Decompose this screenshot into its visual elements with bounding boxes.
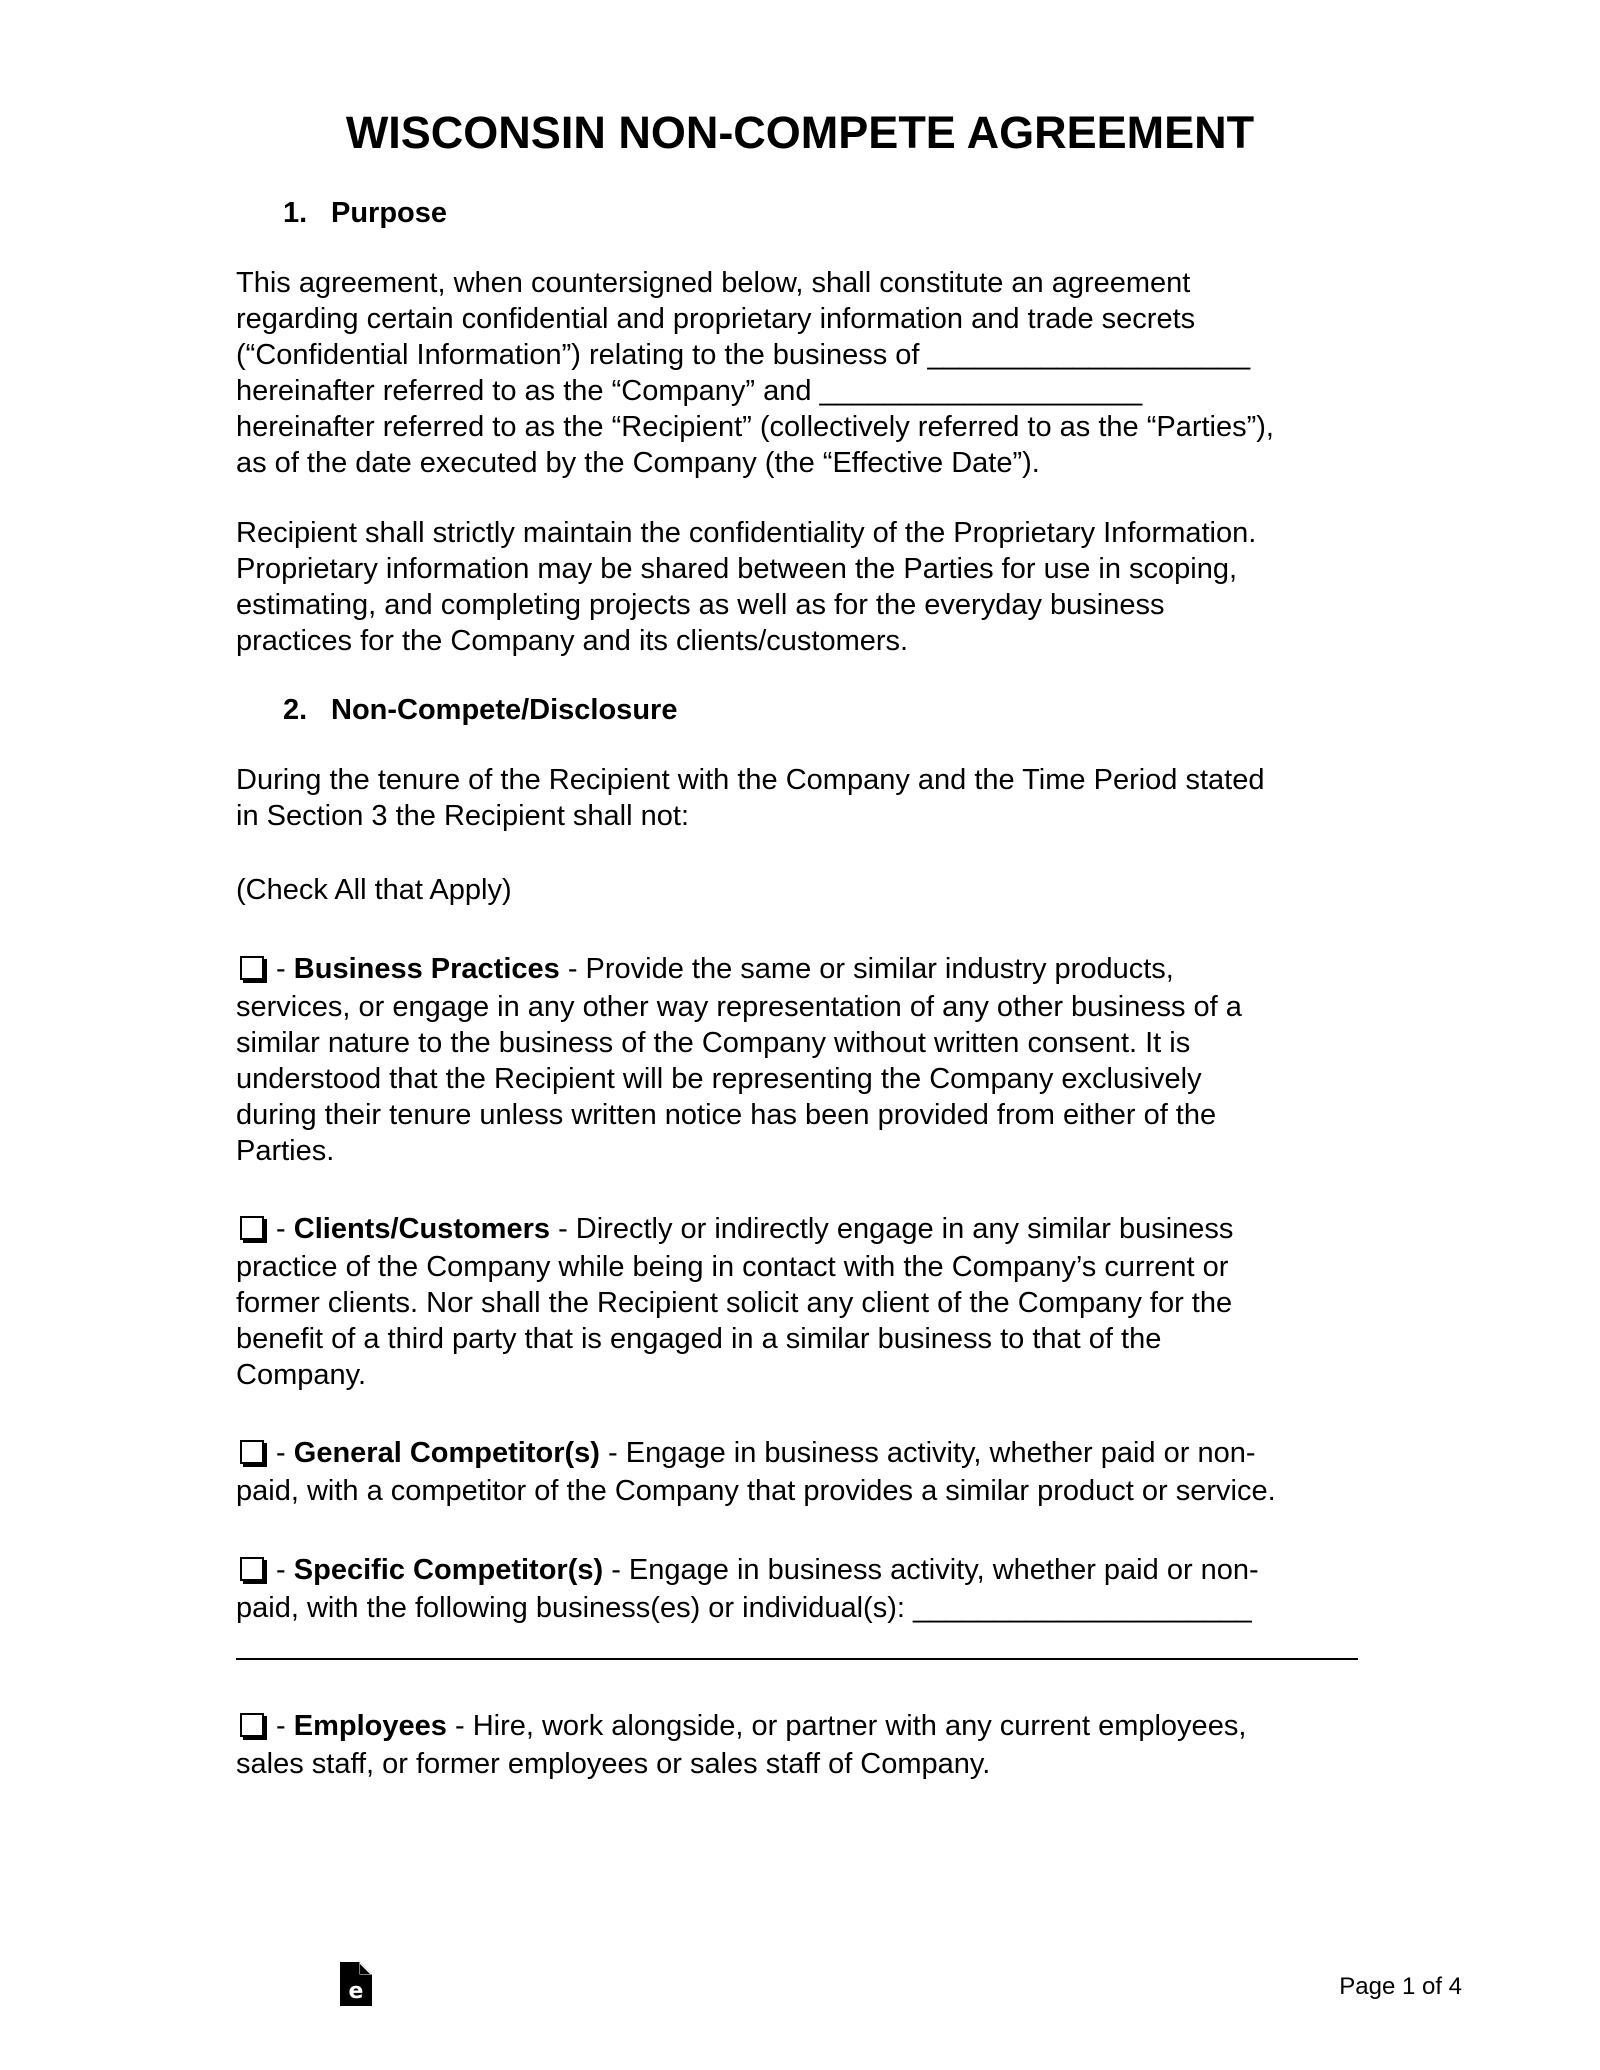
option-specific-competitors xyxy=(236,1550,1396,1626)
check-all-note xyxy=(236,872,1396,908)
recipient-blank-line[interactable]: hereinafter referred to as the “Company” and ____________________ xyxy=(236,375,1143,407)
option-text: - Hire, work alongside, or partner with any current employees, xyxy=(446,1710,1247,1742)
text-line: estimating, and completing projects as well as for the everyday business xyxy=(236,589,1165,621)
option-text: - Directly or indirectly engage in any similar business xyxy=(550,1213,1234,1245)
text-line: Proprietary information may be shared between the Parties for use in scoping, xyxy=(236,553,1238,585)
checkbox-icon[interactable] xyxy=(240,1440,264,1464)
option-text: - Engage in business activity, whether paid or non- xyxy=(599,1437,1256,1469)
text-line: services, or engage in any other way representation of any other business of a xyxy=(236,991,1242,1023)
option-dash: - xyxy=(268,1437,294,1469)
competitor-fill-line[interactable] xyxy=(236,1658,1358,1660)
option-dash: - xyxy=(268,1710,294,1742)
purpose-paragraph-1 xyxy=(236,265,1396,481)
section-heading-non-compete xyxy=(283,692,677,728)
option-dash: - xyxy=(268,1213,294,1245)
option-label: Employees xyxy=(293,1710,447,1742)
text-line: former clients. Nor shall the Recipient solicit any client of the Company for the xyxy=(236,1287,1233,1319)
text-line: This agreement, when countersigned below, shall constitute an agreement xyxy=(236,267,1191,299)
option-label: Specific Competitor(s) xyxy=(293,1554,604,1586)
text-line: practices for the Company and its clients/customers. xyxy=(236,625,909,657)
text-line: regarding certain confidential and proprietary information and trade secrets xyxy=(236,303,1196,335)
option-dash: - xyxy=(268,1554,294,1586)
option-business-practices xyxy=(236,949,1396,1169)
section-number: 1. xyxy=(283,197,308,229)
text-line: in Section 3 the Recipient shall not: xyxy=(236,800,689,832)
company-blank-line[interactable]: (“Confidential Information”) relating to the business of ____________________ xyxy=(236,339,1251,371)
text-line: benefit of a third party that is engaged in a similar business to that of the xyxy=(236,1323,1162,1355)
option-first-line xyxy=(236,1550,1396,1590)
text-line: Parties. xyxy=(236,1135,335,1167)
section-number: 2. xyxy=(283,694,308,726)
text-line: Company. xyxy=(236,1359,367,1391)
option-employees xyxy=(236,1706,1396,1782)
section-title: Purpose xyxy=(331,197,448,229)
section-heading-purpose xyxy=(283,195,447,231)
checkbox-icon[interactable] xyxy=(240,1216,264,1240)
text-line: paid, with a competitor of the Company that provides a similar product or service. xyxy=(236,1475,1276,1507)
option-label: General Competitor(s) xyxy=(293,1437,600,1469)
non-compete-intro xyxy=(236,762,1396,834)
option-first-line xyxy=(236,1706,1396,1746)
option-text: - Provide the same or similar industry products, xyxy=(559,953,1174,985)
page-number: Page 1 of 4 xyxy=(1339,1973,1462,2000)
competitor-blank-line[interactable]: paid, with the following business(es) or individual(s): _____________________ xyxy=(236,1592,1252,1624)
text-line: hereinafter referred to as the “Recipient” (collectively referred to as the “Parties”), xyxy=(236,411,1274,443)
section-title: Non-Compete/Disclosure xyxy=(331,694,678,726)
checkbox-icon[interactable] xyxy=(240,956,264,980)
checkbox-icon[interactable] xyxy=(240,1557,264,1581)
text-line: Recipient shall strictly maintain the confidentiality of the Proprietary Information. xyxy=(236,517,1257,549)
checkbox-icon[interactable] xyxy=(240,1713,264,1737)
option-clients-customers xyxy=(236,1209,1396,1393)
option-label: Business Practices xyxy=(293,953,560,985)
option-first-line xyxy=(236,1209,1396,1249)
document-title: WISCONSIN NON-COMPETE AGREEMENT xyxy=(345,107,1255,158)
text-line: during their tenure unless written notice has been provided from either of the xyxy=(236,1099,1217,1131)
text-line: sales staff, or former employees or sales staff of Company. xyxy=(236,1748,991,1780)
option-general-competitors xyxy=(236,1433,1396,1509)
option-first-line xyxy=(236,949,1396,989)
text-line: During the tenure of the Recipient with the Company and the Time Period stated xyxy=(236,764,1265,796)
check-all-text: (Check All that Apply) xyxy=(236,874,512,906)
option-first-line xyxy=(236,1433,1396,1473)
eforms-logo-icon xyxy=(338,1960,374,2008)
svg-text:e: e xyxy=(348,1979,364,2004)
text-line: understood that the Recipient will be representing the Company exclusively xyxy=(236,1063,1202,1095)
text-line: practice of the Company while being in contact with the Company’s current or xyxy=(236,1251,1229,1283)
purpose-paragraph-2 xyxy=(236,515,1396,659)
option-dash: - xyxy=(268,953,294,985)
option-label: Clients/Customers xyxy=(293,1213,551,1245)
text-line: similar nature to the business of the Company without written consent. It is xyxy=(236,1027,1191,1059)
option-text: - Engage in business activity, whether paid or non- xyxy=(603,1554,1259,1586)
text-line: as of the date executed by the Company (the “Effective Date”). xyxy=(236,447,1040,479)
